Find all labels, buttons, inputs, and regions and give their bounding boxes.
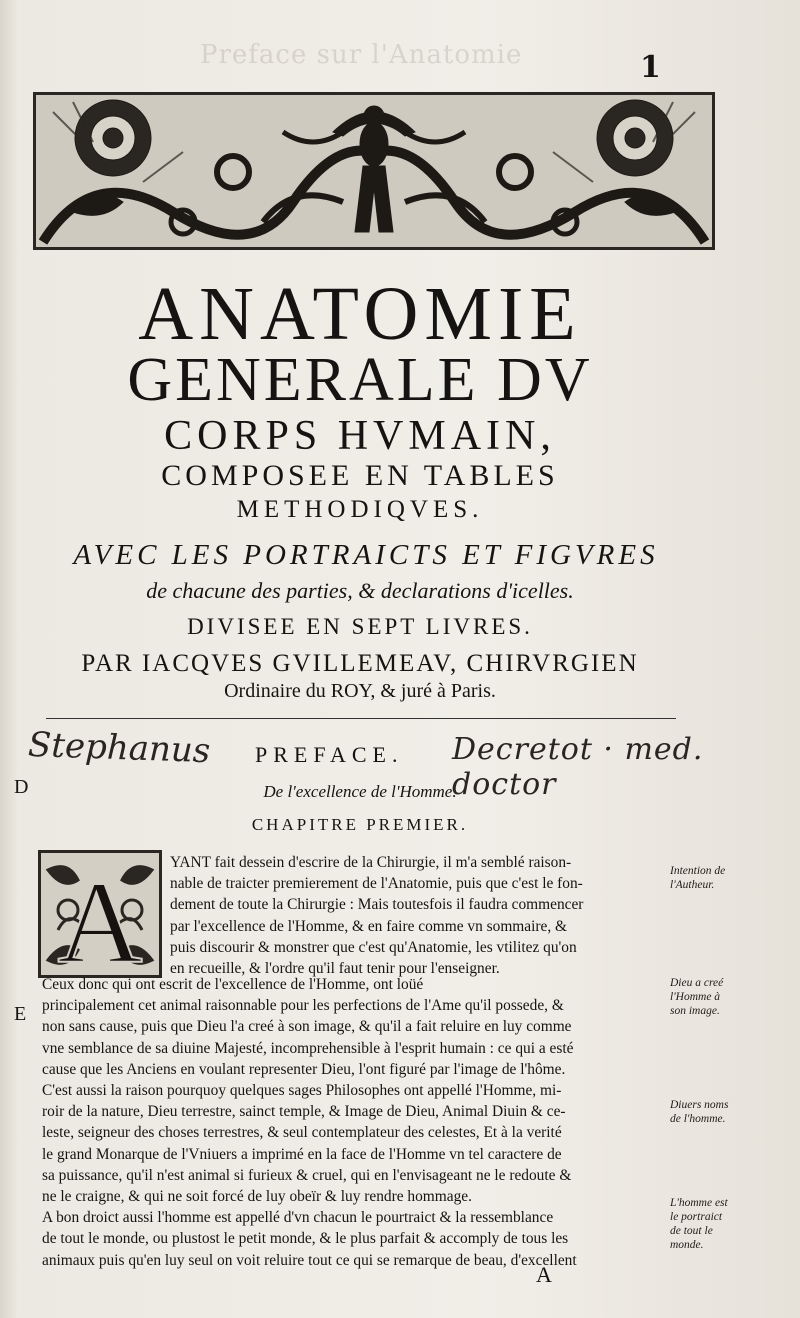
title-line-2: GENERALE DV [127,346,593,414]
margin-note-line: l'Autheur. [670,879,715,891]
margin-note-line: son image. [670,1005,720,1017]
text-line: puis discourir & monstrer que c'est qu'Anatomie, les vtilitez qu'on [170,938,577,956]
margin-note-1 [670,864,754,892]
text-line: par l'excellence de l'Homme, & en faire comme vn sommaire, & [170,917,568,935]
title-line-7: de chacune des parties, & declarations d'icelles. [146,578,574,603]
text-line: de tout le monde, ou plustost le petit monde, & le plus parfait & accomply de tous les [42,1230,569,1248]
text-line: le grand Monarque de l'Vniuers a imprimé en la face de l'Homme vn tel caractere de [42,1145,562,1163]
text-line: en recueille, & l'ordre qu'il faut tenir pour l'enseigner. [170,960,500,978]
author-line: PAR IACQVES GVILLEMEAV, CHIRVRGIEN [81,650,639,677]
preface-heading: PREFACE. [255,742,404,767]
author-title-line: Ordinaire du ROY, & juré à Paris. [224,680,496,702]
text-line: nable de traicter premierement de l'Anatomie, puis que c'est le fon- [170,875,583,893]
margin-note-4 [670,1196,754,1252]
text-line: roir de la nature, Dieu terrestre, sainct temple, & Image de Dieu, Animal Diuin & ce- [42,1103,566,1121]
section-subtitle: De l'excellence de l'Homme. [263,782,457,801]
handwritten-annotation-right: Decretot · med. doctor [452,732,704,802]
text-line: vne semblance de sa diuine Majesté, incomprehensible à l'esprit humain : ce qui a esté [42,1039,574,1057]
margin-note-line: Intention de [670,865,726,877]
text-line: sa puissance, qu'il n'est animal si furieux & cruel, qui en l'envisageant ne le redoute & [42,1166,572,1184]
handwritten-annotation-left: Stephanus [27,724,211,772]
margin-note-2 [670,976,754,1018]
signature-mark-d: D [14,776,29,798]
text-line: YANT fait dessein d'escrire de la Chirurgie, il m'a semblé raison- [170,854,572,871]
paragraph-2 [42,974,668,1271]
text-line: Ceux donc qui ont escrit de l'excellence de l'Homme, ont loüé [42,976,424,993]
text-line: leste, seigneur des choses terrestres, & seul contemplateur des celestes, Et à la verité [42,1124,562,1142]
title-line-5: METHODIQVES. [236,496,484,523]
signature-mark-e: E [14,1003,27,1025]
margin-note-line: de l'homme. [670,1113,726,1125]
text-line: A bon droict aussi l'homme est appellé d'vn chacun le pourtraict & la ressemblance [42,1209,554,1227]
bleed-through-text: Preface sur l'Anatomie [200,40,523,70]
margin-note-line: Diuers noms [670,1099,729,1111]
margin-note-line: Dieu a creé [670,977,724,989]
title-line-6: AVEC LES PORTRAICTS ET FIGVRES [73,539,659,571]
text-line: cause que les Anciens en voulant representer Dieu, l'ont figuré par l'image de l'hôme. [42,1060,566,1078]
text-line: C'est aussi la raison pourquoy quelques sages Philosophes ont appellé l'Homme, mi- [42,1082,562,1100]
margin-note-line: L'homme est [670,1197,728,1209]
title-line-3: CORPS HVMAIN, [164,413,556,459]
ornamental-headpiece [33,92,715,250]
title-line-8: DIVISEE EN SEPT LIVRES. [187,614,533,639]
title-line-4: COMPOSEE EN TABLES [161,459,559,492]
divider-rule [46,718,676,719]
text-line: dement de toute la Chirurgie : Mais toutesfois il faudra commencer [170,896,584,914]
page-number: 1 [640,50,661,85]
text-line: non sans cause, puis que Dieu l'a creé à son image, & qu'il a fait reluire en luy comme [42,1018,572,1036]
text-line: ne le craigne, & qui ne soit forcé de luy obeïr & luy rendre hommage. [42,1188,472,1206]
text-line: principalement cet animal raisonnable pour les perfections de l'Ame qu'il possede, & [42,997,564,1015]
paragraph-1 [170,852,670,979]
decorated-initial [38,850,162,978]
margin-note-line: monde. [670,1239,704,1251]
chapter-heading: CHAPITRE PREMIER. [251,815,469,834]
margin-note-line: de tout le [670,1225,713,1237]
initial-letter: A [57,857,143,978]
margin-note-line: l'Homme à [670,991,721,1003]
text-line: animaux puis qu'en luy seul on voit reluire tout ce qui se remarque de beau, d'excellent [42,1251,577,1269]
title-line-1: ANATOMIE [138,272,582,356]
margin-note-line: le portraict [670,1211,723,1223]
signature-mark-a: A [536,1262,552,1287]
margin-note-3 [670,1098,754,1126]
